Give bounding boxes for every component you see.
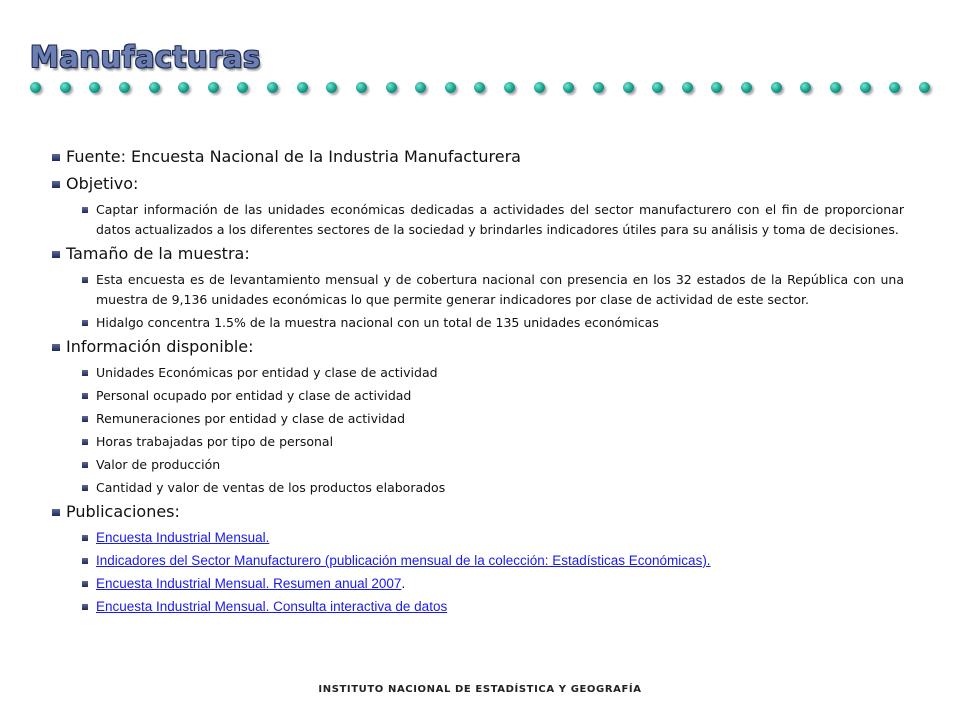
divider-dot [386, 82, 397, 93]
divider-dot [208, 82, 219, 93]
bullet-objetivo-text: Captar información de las unidades económicas dedicadas a actividades del sector manufacturero con el fin de proporcionar datos actualizados a los diferentes sectores de la sociedad y brindarles indicadores útiles para su análisis y toma de decisiones. [82, 200, 904, 240]
info-item-personal: Personal ocupado por entidad y clase de actividad [82, 386, 904, 406]
divider-dot [445, 82, 456, 93]
divider-dot [919, 82, 930, 93]
link-resumen-anual-2007[interactable]: Encuesta Industrial Mensual. Resumen anual 2007 [96, 576, 402, 591]
bullet-muestra-text-2: Hidalgo concentra 1.5% de la muestra nacional con un total de 135 unidades económicas [82, 313, 904, 333]
bullet-muestra-heading: Tamaño de la muestra: [52, 243, 904, 265]
footer-institution: INSTITUTO NACIONAL DE ESTADÍSTICA Y GEOGRAFÍA [318, 684, 642, 695]
link-consulta-interactiva[interactable]: Encuesta Industrial Mensual. Consulta interactiva de datos [96, 599, 448, 614]
info-item-unidades: Unidades Económicas por entidad y clase de actividad [82, 363, 904, 383]
divider-dot [30, 82, 41, 93]
info-item-remuneraciones: Remuneraciones por entidad y clase de actividad [82, 409, 904, 429]
divider-dot [119, 82, 130, 93]
divider-dot [534, 82, 545, 93]
page-title: Manufacturas [30, 40, 261, 74]
divider-dot [711, 82, 722, 93]
trailing-period: . [401, 576, 406, 591]
info-item-horas: Horas trabajadas por tipo de personal [82, 432, 904, 452]
divider-dot [593, 82, 604, 93]
divider-dot [474, 82, 485, 93]
slide-content [52, 146, 904, 620]
divider-dot [741, 82, 752, 93]
divider-dot [504, 82, 515, 93]
divider-dot [771, 82, 782, 93]
divider-dot [623, 82, 634, 93]
link-indicadores-sector-manufacturero[interactable]: Indicadores del Sector Manufacturero (publicación mensual de la colección: Estadísticas Económicas). [96, 553, 711, 568]
divider-dot [178, 82, 189, 93]
bullet-muestra-text-1: Esta encuesta es de levantamiento mensual y de cobertura nacional con presencia en los 32 estados de la República con una muestra de 9,136 unidades económicas lo que permite generar indicadores por clase de actividad de este sector. [82, 270, 904, 310]
divider-dot [652, 82, 663, 93]
divider-dot [237, 82, 248, 93]
divider-dot [563, 82, 574, 93]
publication-item [82, 528, 904, 548]
divider-dot [267, 82, 278, 93]
divider-dot [356, 82, 367, 93]
divider-dot [800, 82, 811, 93]
divider-dot [415, 82, 426, 93]
divider-dot [149, 82, 160, 93]
divider-dot [326, 82, 337, 93]
info-item-valor: Valor de producción [82, 455, 904, 475]
link-encuesta-industrial-mensual[interactable]: Encuesta Industrial Mensual. [96, 530, 270, 545]
publication-item [82, 574, 904, 594]
divider-dot [60, 82, 71, 93]
bullet-objetivo-heading: Objetivo: [52, 173, 904, 195]
divider-dot [297, 82, 308, 93]
divider-dot [860, 82, 871, 93]
publication-item [82, 551, 904, 571]
decorative-dot-divider [30, 78, 930, 96]
divider-dot [682, 82, 693, 93]
publication-item [82, 597, 904, 617]
bullet-informacion-heading: Información disponible: [52, 336, 904, 358]
bullet-fuente: Fuente: Encuesta Nacional de la Industria Manufacturera [52, 146, 904, 168]
divider-dot [830, 82, 841, 93]
info-item-ventas: Cantidad y valor de ventas de los productos elaborados [82, 478, 904, 498]
bullet-publicaciones-heading: Publicaciones: [52, 501, 904, 523]
divider-dot [89, 82, 100, 93]
divider-dot [889, 82, 900, 93]
